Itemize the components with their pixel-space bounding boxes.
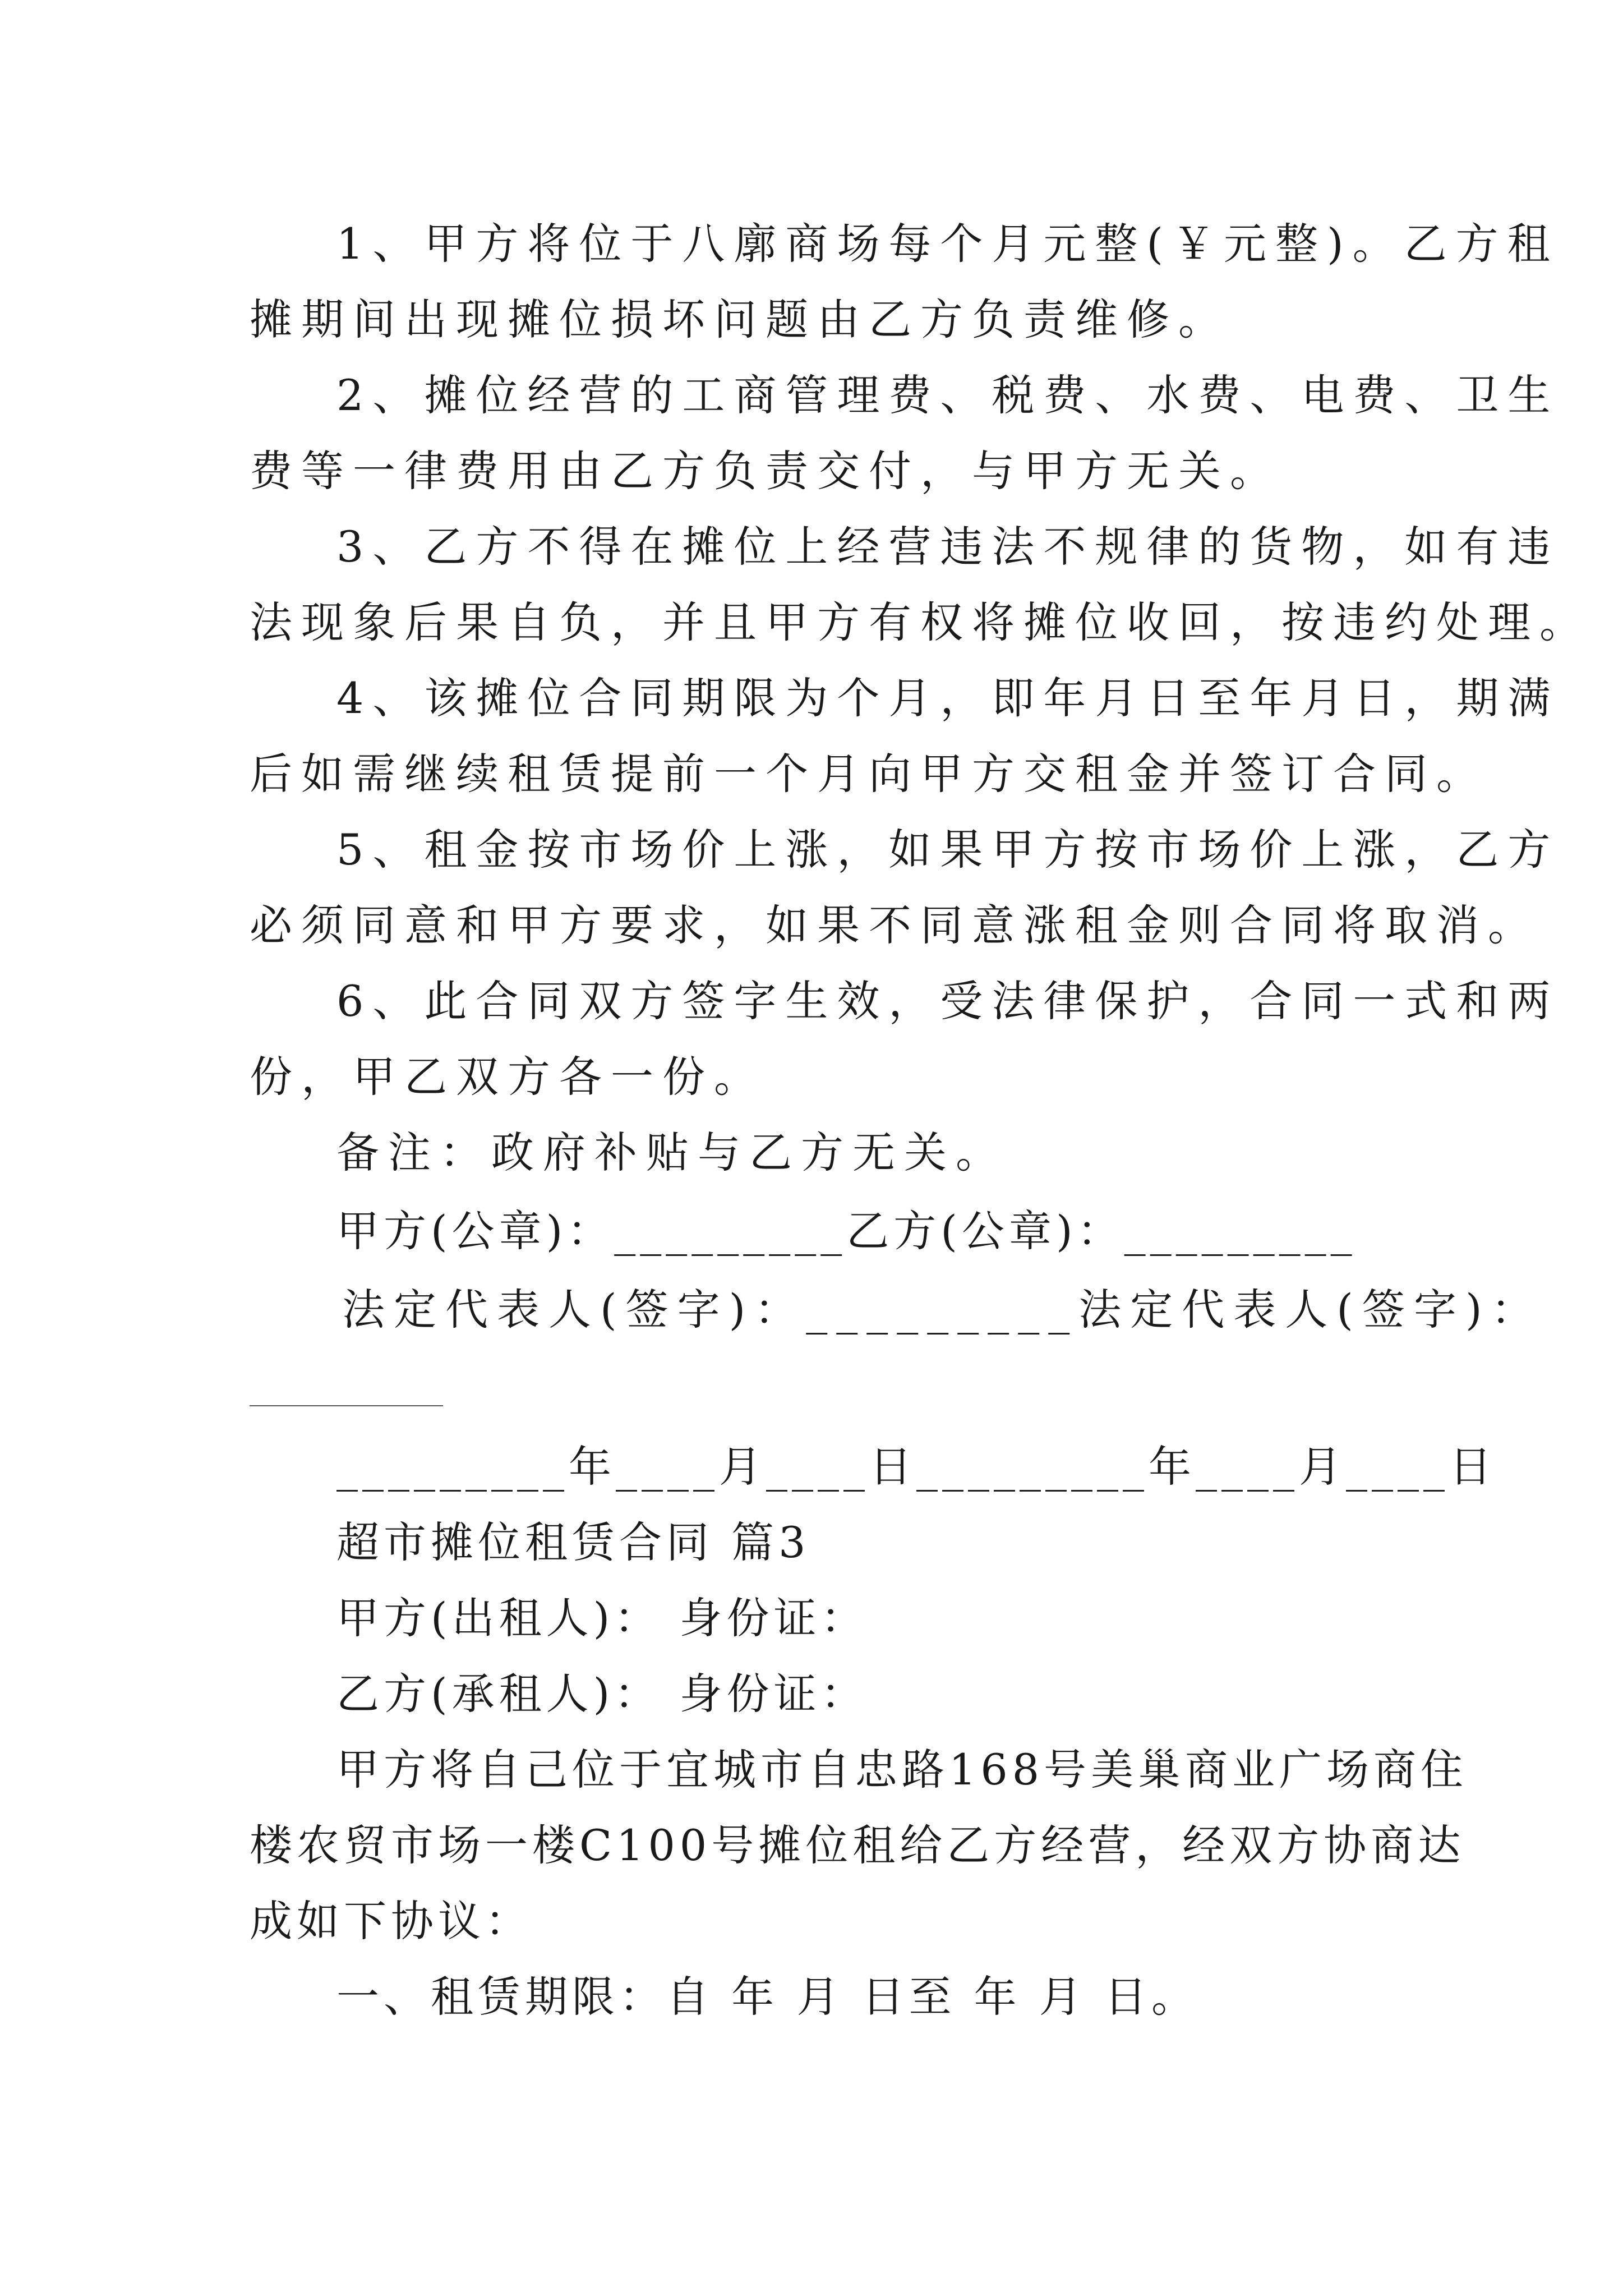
intro-line-3: 成如下协议：	[250, 1896, 532, 1946]
party-a-line: 甲方(出租人)： 身份证：	[336, 1593, 868, 1643]
clause-1-line-1: 1、甲方将位于八廓商场每个月元整(￥元整)。乙方租	[336, 219, 1559, 269]
date-line: _________年____月____日_________年____月____日	[336, 1442, 1496, 1492]
intro-line-2: 楼农贸市场一楼C100号摊位租给乙方经营，经双方协商达	[250, 1820, 1465, 1870]
lease-term-line: 一、租赁期限：自 年 月 日至 年 月 日。	[336, 1972, 1198, 2022]
clause-5-line-1: 5、租金按市场价上涨，如果甲方按市场价上涨，乙方	[336, 825, 1560, 875]
signature-blank-rule	[250, 1405, 443, 1406]
clause-1-line-2: 摊期间出现摊位损坏问题由乙方负责维修。	[250, 295, 1230, 344]
clause-4-line-2: 后如需继续租赁提前一个月向甲方交租金并签订合同。	[250, 749, 1488, 799]
clause-5-line-2: 必须同意和甲方要求，如果不同意涨租金则合同将取消。	[250, 900, 1539, 950]
clause-3-line-2: 法现象后果自负，并且甲方有权将摊位收回，按违约处理。	[250, 597, 1591, 647]
section-title: 超市摊位租赁合同 篇3	[336, 1517, 810, 1567]
clause-2-line-2: 费等一律费用由乙方负责交付，与甲方无关。	[250, 446, 1281, 496]
clause-2-line-1: 2、摊位经营的工商管理费、税费、水费、电费、卫生	[336, 370, 1560, 420]
clause-6-line-1: 6、此合同双方签字生效，受法律保护，合同一式和两	[336, 976, 1560, 1026]
note-line: 备注：政府补贴与乙方无关。	[336, 1128, 1007, 1177]
clause-3-line-1: 3、乙方不得在摊位上经营违法不规律的货物，如有违	[336, 522, 1560, 572]
seal-signature-line: 甲方(公章)：_________乙方(公章)：_________	[336, 1206, 1357, 1256]
party-b-line: 乙方(承租人)： 身份证：	[336, 1669, 868, 1719]
clause-6-line-2: 份，甲乙双方各一份。	[250, 1052, 766, 1102]
representative-signature-line: 法定代表人(签字)：_________法定代表人(签字)：	[342, 1285, 1543, 1335]
clause-4-line-1: 4、该摊位合同期限为个月，即年月日至年月日，期满	[336, 673, 1560, 723]
intro-line-1: 甲方将自己位于宜城市自忠路168号美巢商业广场商住	[336, 1745, 1468, 1795]
